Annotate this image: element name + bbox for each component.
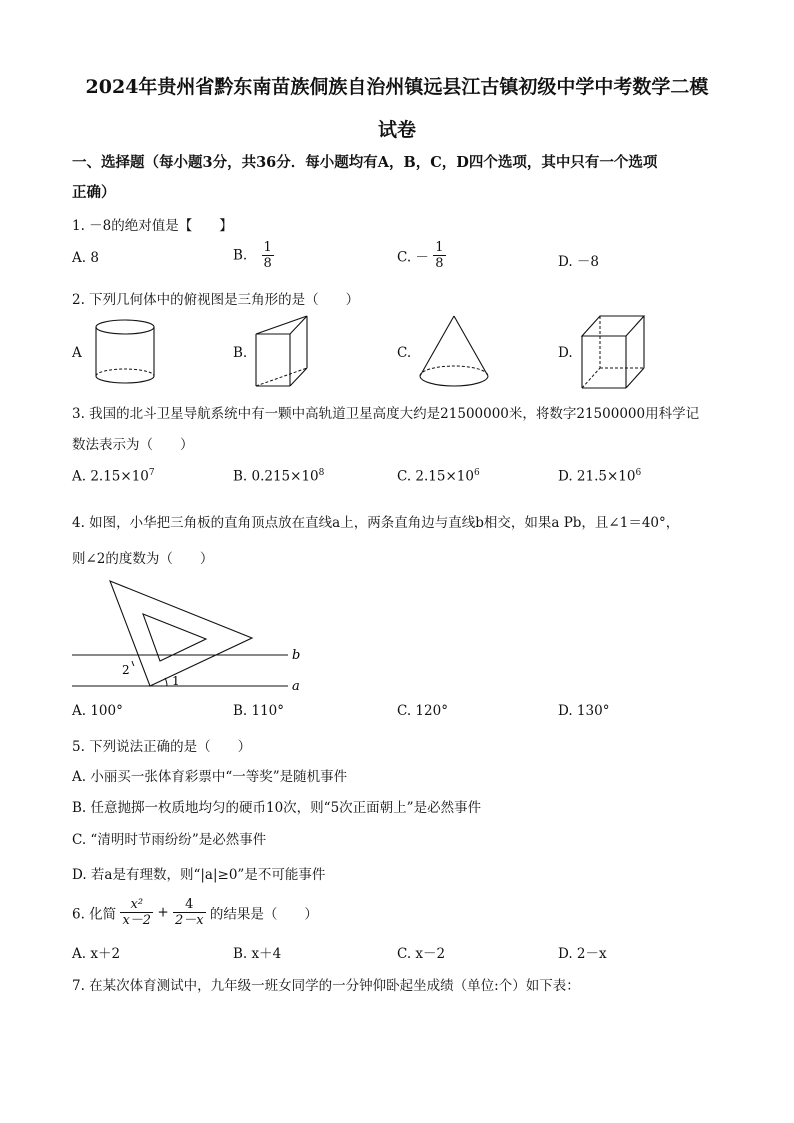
option-exponent: 6 bbox=[635, 468, 642, 478]
option-exponent: 7 bbox=[148, 468, 155, 478]
q4-stem-cont: 则∠2的度数为（ ） bbox=[72, 551, 214, 567]
fraction-denominator: x－2 bbox=[122, 913, 152, 928]
q3-option-a bbox=[72, 468, 155, 485]
fraction-numerator: 1 bbox=[435, 240, 444, 255]
fraction-denominator: 2－x bbox=[174, 913, 204, 928]
q6-stem-suffix: 的结果是（ ） bbox=[209, 906, 318, 923]
q2-stem: 2. 下列几何体中的俯视图是三角形的是（ ） bbox=[72, 292, 360, 308]
cuboid-figure bbox=[578, 312, 648, 390]
q3-option-b bbox=[233, 468, 324, 485]
q6-option-a: A. x＋2 bbox=[72, 946, 121, 962]
option-base: C. 2.15×10 bbox=[397, 468, 474, 485]
triangle-ruler-figure bbox=[70, 578, 310, 696]
q2-option-a-label: A bbox=[72, 345, 82, 361]
option-base: D. 21.5×10 bbox=[558, 468, 636, 485]
option-exponent: 6 bbox=[473, 468, 480, 478]
q6-option-d: D. 2－x bbox=[558, 946, 607, 962]
page-title-line2: 试卷 bbox=[377, 119, 416, 141]
q4-option-a: A. 100° bbox=[72, 703, 123, 719]
label-b: b bbox=[292, 648, 301, 663]
triangular-prism-figure bbox=[252, 312, 314, 388]
section-heading: 一、选择题（每小题3分，共36分．每小题均有A，B，C，D四个选项，其中只有一个选项 bbox=[72, 154, 658, 171]
q5-option-d: D. 若a是有理数，则“|a|≥0”是不可能事件 bbox=[72, 867, 326, 883]
q2-option-c-label: C. bbox=[397, 345, 412, 361]
q1-option-c bbox=[397, 240, 446, 271]
q1-option-c-fraction bbox=[433, 240, 445, 271]
q6-option-b: B. x＋4 bbox=[233, 946, 282, 962]
q1-stem: 1. －8的绝对值是【 】 bbox=[72, 218, 233, 234]
cylinder-figure bbox=[92, 318, 158, 386]
q6-stem-prefix: 6. 化简 bbox=[72, 906, 117, 923]
q1-option-a: A. 8 bbox=[72, 250, 99, 266]
page-title: 2024年贵州省黔东南苗族侗族自治州镇远县江古镇初级中学中考数学二模 bbox=[85, 76, 709, 98]
option-base: B. 0.215×10 bbox=[233, 468, 319, 485]
angle-2-label: 2 bbox=[122, 663, 130, 677]
q2-option-b-label: B. bbox=[233, 345, 248, 361]
q2-option-d-label: D. bbox=[558, 345, 573, 361]
q3-stem-cont: 数法表示为（ ） bbox=[72, 437, 194, 453]
option-exponent: 8 bbox=[318, 468, 325, 478]
q3-option-d bbox=[558, 468, 641, 485]
fraction-denominator: 8 bbox=[435, 256, 444, 271]
q6-option-c: C. x－2 bbox=[397, 946, 446, 962]
q5-option-b: B. 任意抛掷一枚质地均匀的硬币10次，则“5次正面朝上”是必然事件 bbox=[72, 800, 482, 816]
option-base: A. 2.15×10 bbox=[72, 468, 149, 485]
q3-stem: 3. 我国的北斗卫星导航系统中有一颗中高轨道卫星高度大约是21500000米，将数字21500000用科学记 bbox=[72, 406, 700, 422]
q1-option-d: D. －8 bbox=[558, 254, 600, 270]
fraction-denominator: 8 bbox=[263, 256, 272, 271]
q4-option-b: B. 110° bbox=[233, 703, 285, 719]
angle-1-label: 1 bbox=[172, 674, 180, 688]
q1-option-b bbox=[233, 240, 274, 271]
section-heading-cont: 正确） bbox=[72, 184, 116, 201]
q4-option-c: C. 120° bbox=[397, 703, 448, 719]
q5-option-a: A. 小丽买一张体育彩票中“一等奖”是随机事件 bbox=[72, 769, 348, 785]
q6-fraction-1 bbox=[120, 897, 153, 928]
q5-option-c: C. “清明时节雨纷纷”是必然事件 bbox=[72, 832, 267, 848]
fraction-numerator: 4 bbox=[173, 897, 206, 913]
q5-stem: 5. 下列说法正确的是（ ） bbox=[72, 739, 252, 755]
q7-stem: 7. 在某次体育测试中，九年级一班女同学的一分钟仰卧起坐成绩（单位:个）如下表： bbox=[72, 978, 580, 994]
q6-fraction-2 bbox=[173, 897, 206, 928]
fraction-numerator: x² bbox=[120, 897, 153, 913]
label-a: a bbox=[292, 679, 300, 694]
q6-stem bbox=[72, 897, 318, 928]
plus-sign: + bbox=[157, 904, 169, 921]
q1-option-c-label: C. － bbox=[397, 249, 429, 266]
q4-option-d: D. 130° bbox=[558, 703, 610, 719]
q3-option-c bbox=[397, 468, 480, 485]
q1-option-b-fraction bbox=[262, 240, 274, 271]
fraction-numerator: 1 bbox=[263, 240, 272, 255]
q4-stem: 4. 如图，小华把三角板的直角顶点放在直线a上，两条直角边与直线b相交，如果a Pb，且∠1＝40°， bbox=[72, 515, 680, 531]
q1-option-b-label: B. bbox=[233, 247, 248, 264]
cone-figure bbox=[416, 314, 492, 388]
